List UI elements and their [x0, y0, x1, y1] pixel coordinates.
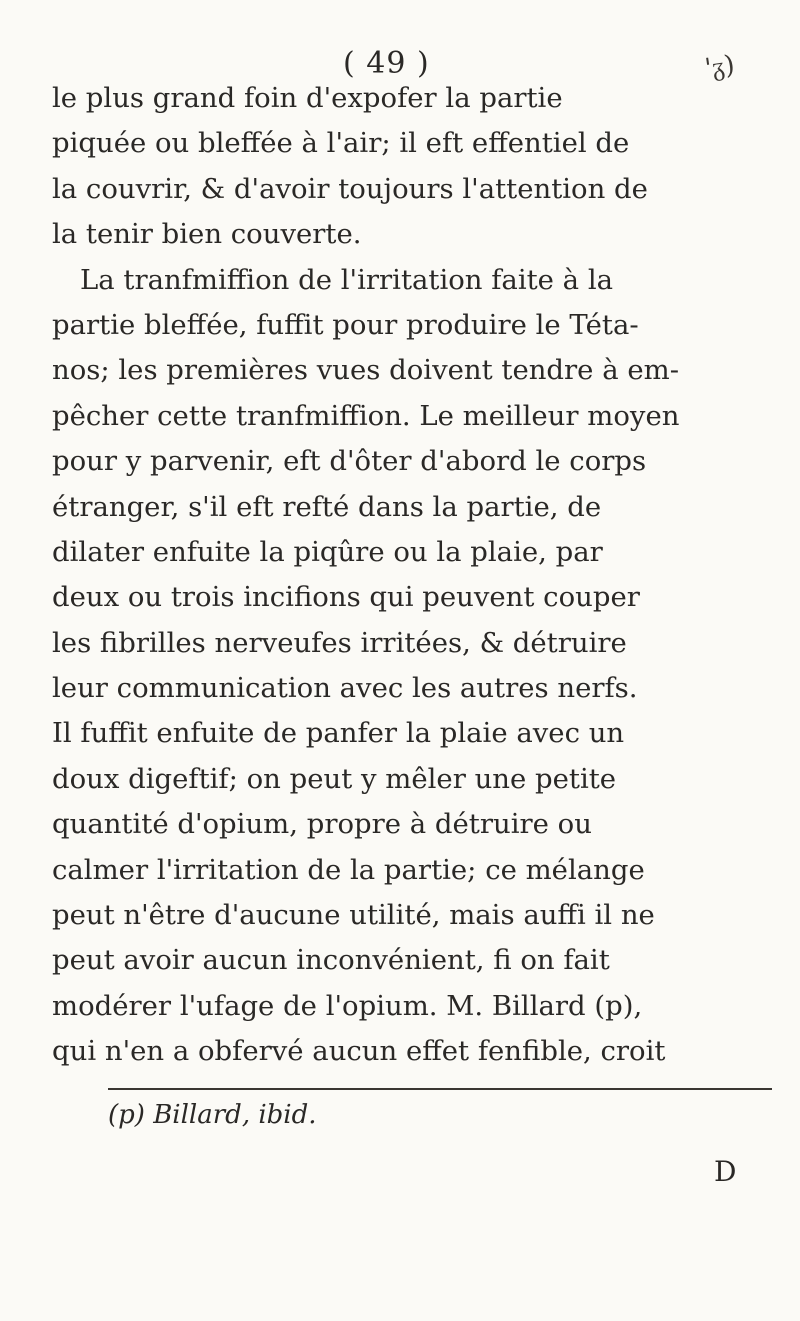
footnote-divider — [108, 1088, 772, 1090]
text-line: deux ou trois incifions qui peuvent couper — [52, 581, 640, 614]
text-line: peut avoir aucun inconvénient, fi on fait — [52, 944, 610, 977]
text-line: dilater enfuite la piqûre ou la plaie, par — [52, 535, 603, 568]
text-line: partie bleffée, fuffit pour produire le Téta- — [52, 308, 639, 341]
body-text — [52, 76, 772, 1075]
text-line: pour y parvenir, eft d'ôter d'abord le corps — [52, 445, 647, 478]
text-line: Il fuffit enfuite de panfer la plaie avec un — [52, 717, 625, 750]
text-line: piquée ou bleffée à l'air; il eft effentiel de — [52, 127, 630, 160]
corner-handwritten-mark: 'ᵹ) — [703, 50, 737, 84]
text-line: nos; les premières vues doivent tendre à em- — [52, 354, 679, 387]
text-line: pêcher cette tranfmiffion. Le meilleur moyen — [52, 399, 680, 432]
text-line: calmer l'irritation de la partie; ce mélange — [52, 853, 645, 886]
text-line: qui n'en a obfervé aucun effet fenfible, croit — [52, 1035, 666, 1068]
text-line: doux digeftif; on peut y mêler une petite — [52, 762, 617, 795]
signature-mark: D — [714, 1155, 737, 1188]
text-line: la couvrir, & d'avoir toujours l'attention de — [52, 172, 648, 205]
text-line: La tranfmiffion de l'irritation faite à la — [80, 263, 614, 296]
text-line: leur communication avec les autres nerfs. — [52, 672, 638, 705]
text-line: la tenir bien couverte. — [52, 218, 362, 251]
text-line: quantité d'opium, propre à détruire ou — [52, 808, 592, 841]
footnote: (p) Billard, ibid. — [108, 1100, 317, 1130]
text-line: peut n'être d'aucune utilité, mais auffi il ne — [52, 899, 655, 932]
text-line: le plus grand foin d'expofer la partie — [52, 82, 563, 114]
text-line: étranger, s'il eft refté dans la partie, de — [52, 490, 602, 523]
text-line: les fibrilles nerveufes irritées, & détruire — [52, 626, 627, 659]
page-number: ( 49 ) — [343, 46, 430, 81]
text-line: modérer l'ufage de l'opium. M. Billard (p), — [52, 989, 643, 1022]
